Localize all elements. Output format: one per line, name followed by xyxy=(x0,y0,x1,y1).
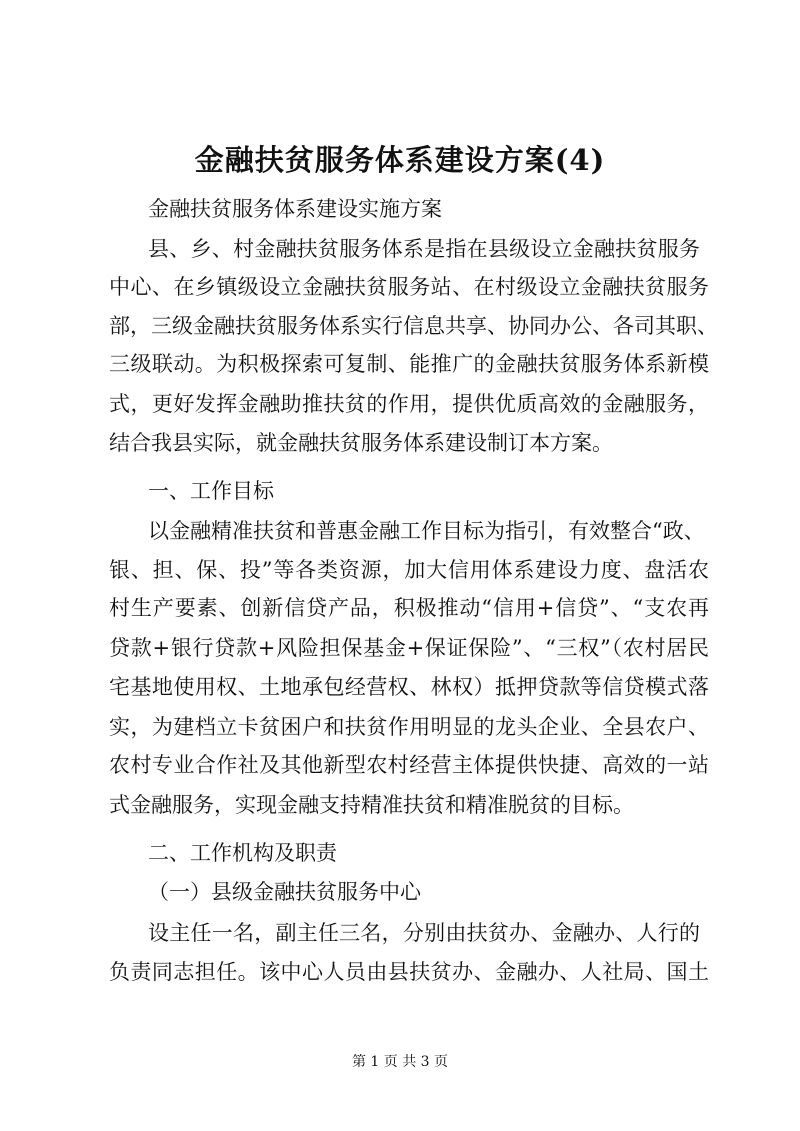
document-title: 金融扶贫服务体系建设方案(4) xyxy=(194,143,606,177)
page-footer: 第 1 页 共 3 页 xyxy=(351,1054,449,1070)
section-heading: 二、工作机构及职责 xyxy=(148,841,337,865)
section-heading: 一、工作目标 xyxy=(148,479,274,503)
paragraph-line: 结合我县实际，就金融扶贫服务体系建设制订本方案。 xyxy=(109,431,613,455)
paragraph-line: 式，更好发挥金融助推扶贫的作用，提供优质高效的金融服务， xyxy=(109,392,709,416)
paragraph-line: 以金融精准扶贫和普惠金融工作目标为指引，有效整合“政、 xyxy=(148,519,705,543)
paragraph-line: 负责同志担任。该中心人员由县扶贫办、金融办、人社局、国土 xyxy=(109,960,709,984)
paragraph-line: 县、乡、村金融扶贫服务体系是指在县级设立金融扶贫服务 xyxy=(148,237,700,261)
paragraph-line: 设主任一名，副主任三名，分别由扶贫办、金融办、人行的 xyxy=(148,921,700,945)
paragraph-line: 实，为建档立卡贫困户和扶贫作用明显的龙头企业、全县农户、 xyxy=(109,715,709,739)
paragraph-line: 银、担、保、投”等各类资源，加大信用体系建设力度、盘活农 xyxy=(109,558,709,582)
subsection-heading: （一）县级金融扶贫服务中心 xyxy=(148,880,421,904)
paragraph-line: 三级联动。为积极探索可复制、能推广的金融扶贫服务体系新模 xyxy=(109,352,709,376)
paragraph-line: 部，三级金融扶贫服务体系实行信息共享、协同办公、各司其职、 xyxy=(109,314,718,338)
paragraph-line: 宅基地使用权、土地承包经营权、林权）抵押贷款等信贷模式落 xyxy=(109,675,709,699)
paragraph-line: 中心、在乡镇级设立金融扶贫服务站、在村级设立金融扶贫服务 xyxy=(109,275,709,299)
document-subtitle: 金融扶贫服务体系建设实施方案 xyxy=(148,197,442,221)
paragraph-line: 农村专业合作社及其他新型农村经营主体提供快捷、高效的一站 xyxy=(109,753,709,777)
paragraph-line: 村生产要素、创新信贷产品，积极推动“信用+信贷”、“支农再 xyxy=(109,596,709,620)
paragraph-line: 式金融服务，实现金融支持精准扶贫和精准脱贫的目标。 xyxy=(109,793,634,817)
paragraph-line: 贷款+银行贷款+风险担保基金+保证保险”、“三权”（农村居民 xyxy=(109,636,709,660)
